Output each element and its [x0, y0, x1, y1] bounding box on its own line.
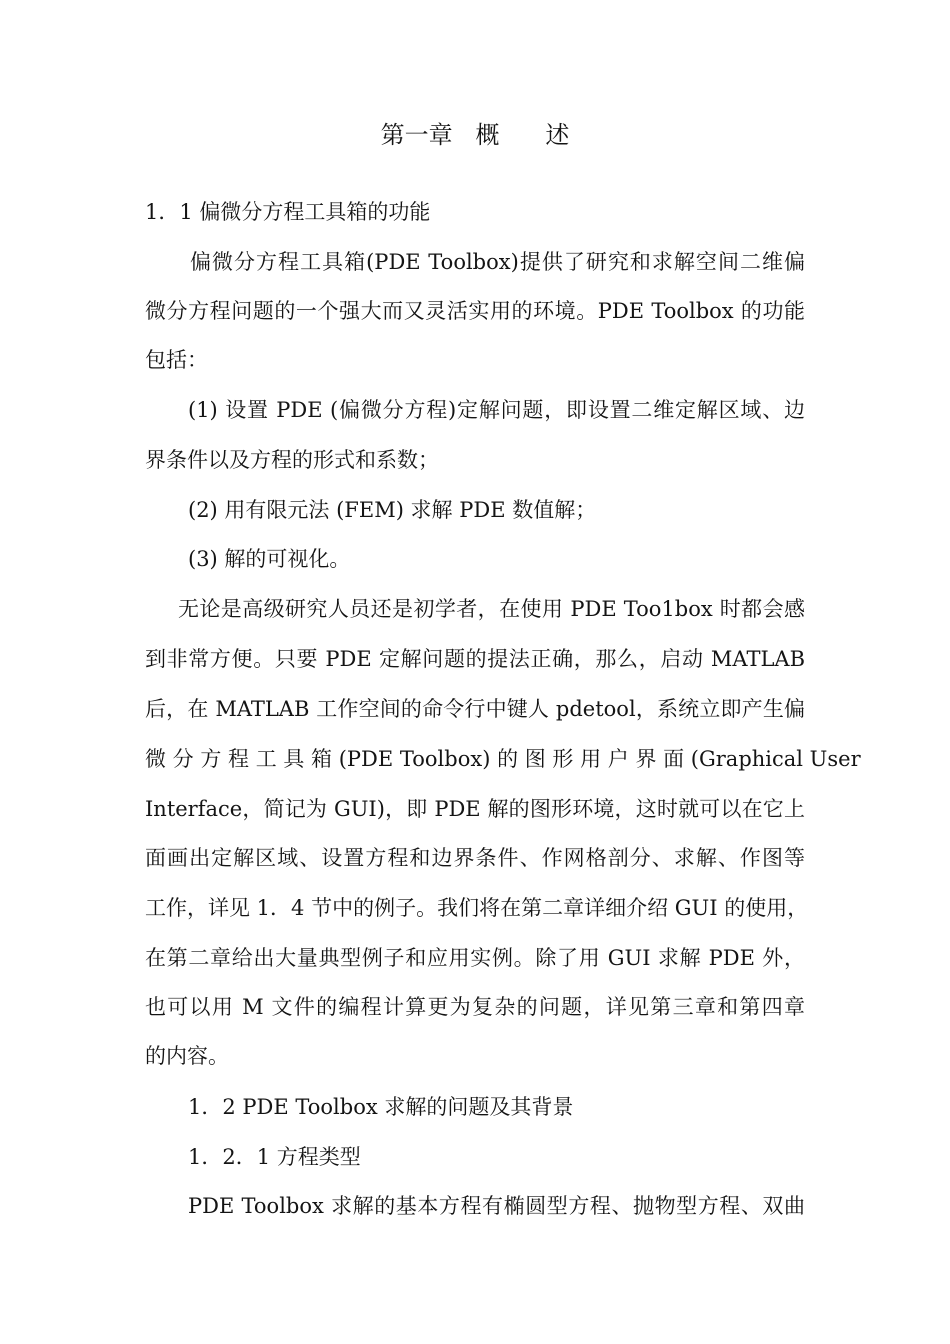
- paragraph-line: 无论是高级研究人员还是初学者，在使用 PDE Too1box 时都会感: [178, 597, 805, 621]
- paragraph-line: 也可以用 M 文件的编程计算更为复杂的问题，详见第三章和第四章: [145, 995, 805, 1019]
- paragraph-line: 到非常方便。只要 PDE 定解问题的提法正确，那么，启动 MATLAB: [145, 647, 805, 671]
- paragraph-line: PDE Toolbox 求解的基本方程有椭圆型方程、抛物型方程、双曲: [188, 1194, 805, 1218]
- paragraph-line: 偏微分方程工具箱(PDE Toolbox)提供了研究和求解空间二维偏: [190, 250, 805, 274]
- section-heading-1-2: 1．2 PDE Toolbox 求解的问题及其背景: [188, 1095, 574, 1119]
- paragraph-line: 微 分 方 程 工 具 箱 (PDE Toolbox) 的 图 形 用 户 界 面 (Graphical User: [145, 747, 861, 771]
- paragraph-line: 的内容。: [145, 1044, 229, 1068]
- paragraph-line: 面画出定解区域、设置方程和边界条件、作网格剖分、求解、作图等: [145, 846, 805, 870]
- paragraph-line: 包括：: [145, 348, 208, 372]
- list-item-1: (1) 设置 PDE (偏微分方程)定解问题，即设置二维定解区域、边: [188, 398, 805, 422]
- paragraph-line: 在第二章给出大量典型例子和应用实例。除了用 GUI 求解 PDE 外，: [145, 946, 805, 970]
- list-item-3: (3) 解的可视化。: [188, 547, 351, 571]
- paragraph-line: 后，在 MATLAB 工作空间的命令行中键人 pdetool，系统立即产生偏: [145, 697, 805, 721]
- paragraph-line: Interface，简记为 GUI)，即 PDE 解的图形环境，这时就可以在它上: [145, 797, 805, 821]
- paragraph-line: 微分方程问题的一个强大而又灵活实用的环境。PDE Toolbox 的功能: [145, 299, 805, 323]
- list-item-1-continued: 界条件以及方程的形式和系数；: [145, 448, 439, 472]
- list-item-2: (2) 用有限元法 (FEM) 求解 PDE 数值解；: [188, 498, 597, 522]
- subsection-heading-1-2-1: 1．2．1 方程类型: [188, 1145, 361, 1169]
- chapter-title: 第一章 概 述: [380, 121, 570, 149]
- paragraph-line: 工作，详见 1．4 节中的例子。我们将在第二章详细介绍 GUI 的使用，: [145, 896, 809, 920]
- section-heading-1-1: 1．1 偏微分方程工具箱的功能: [145, 200, 431, 224]
